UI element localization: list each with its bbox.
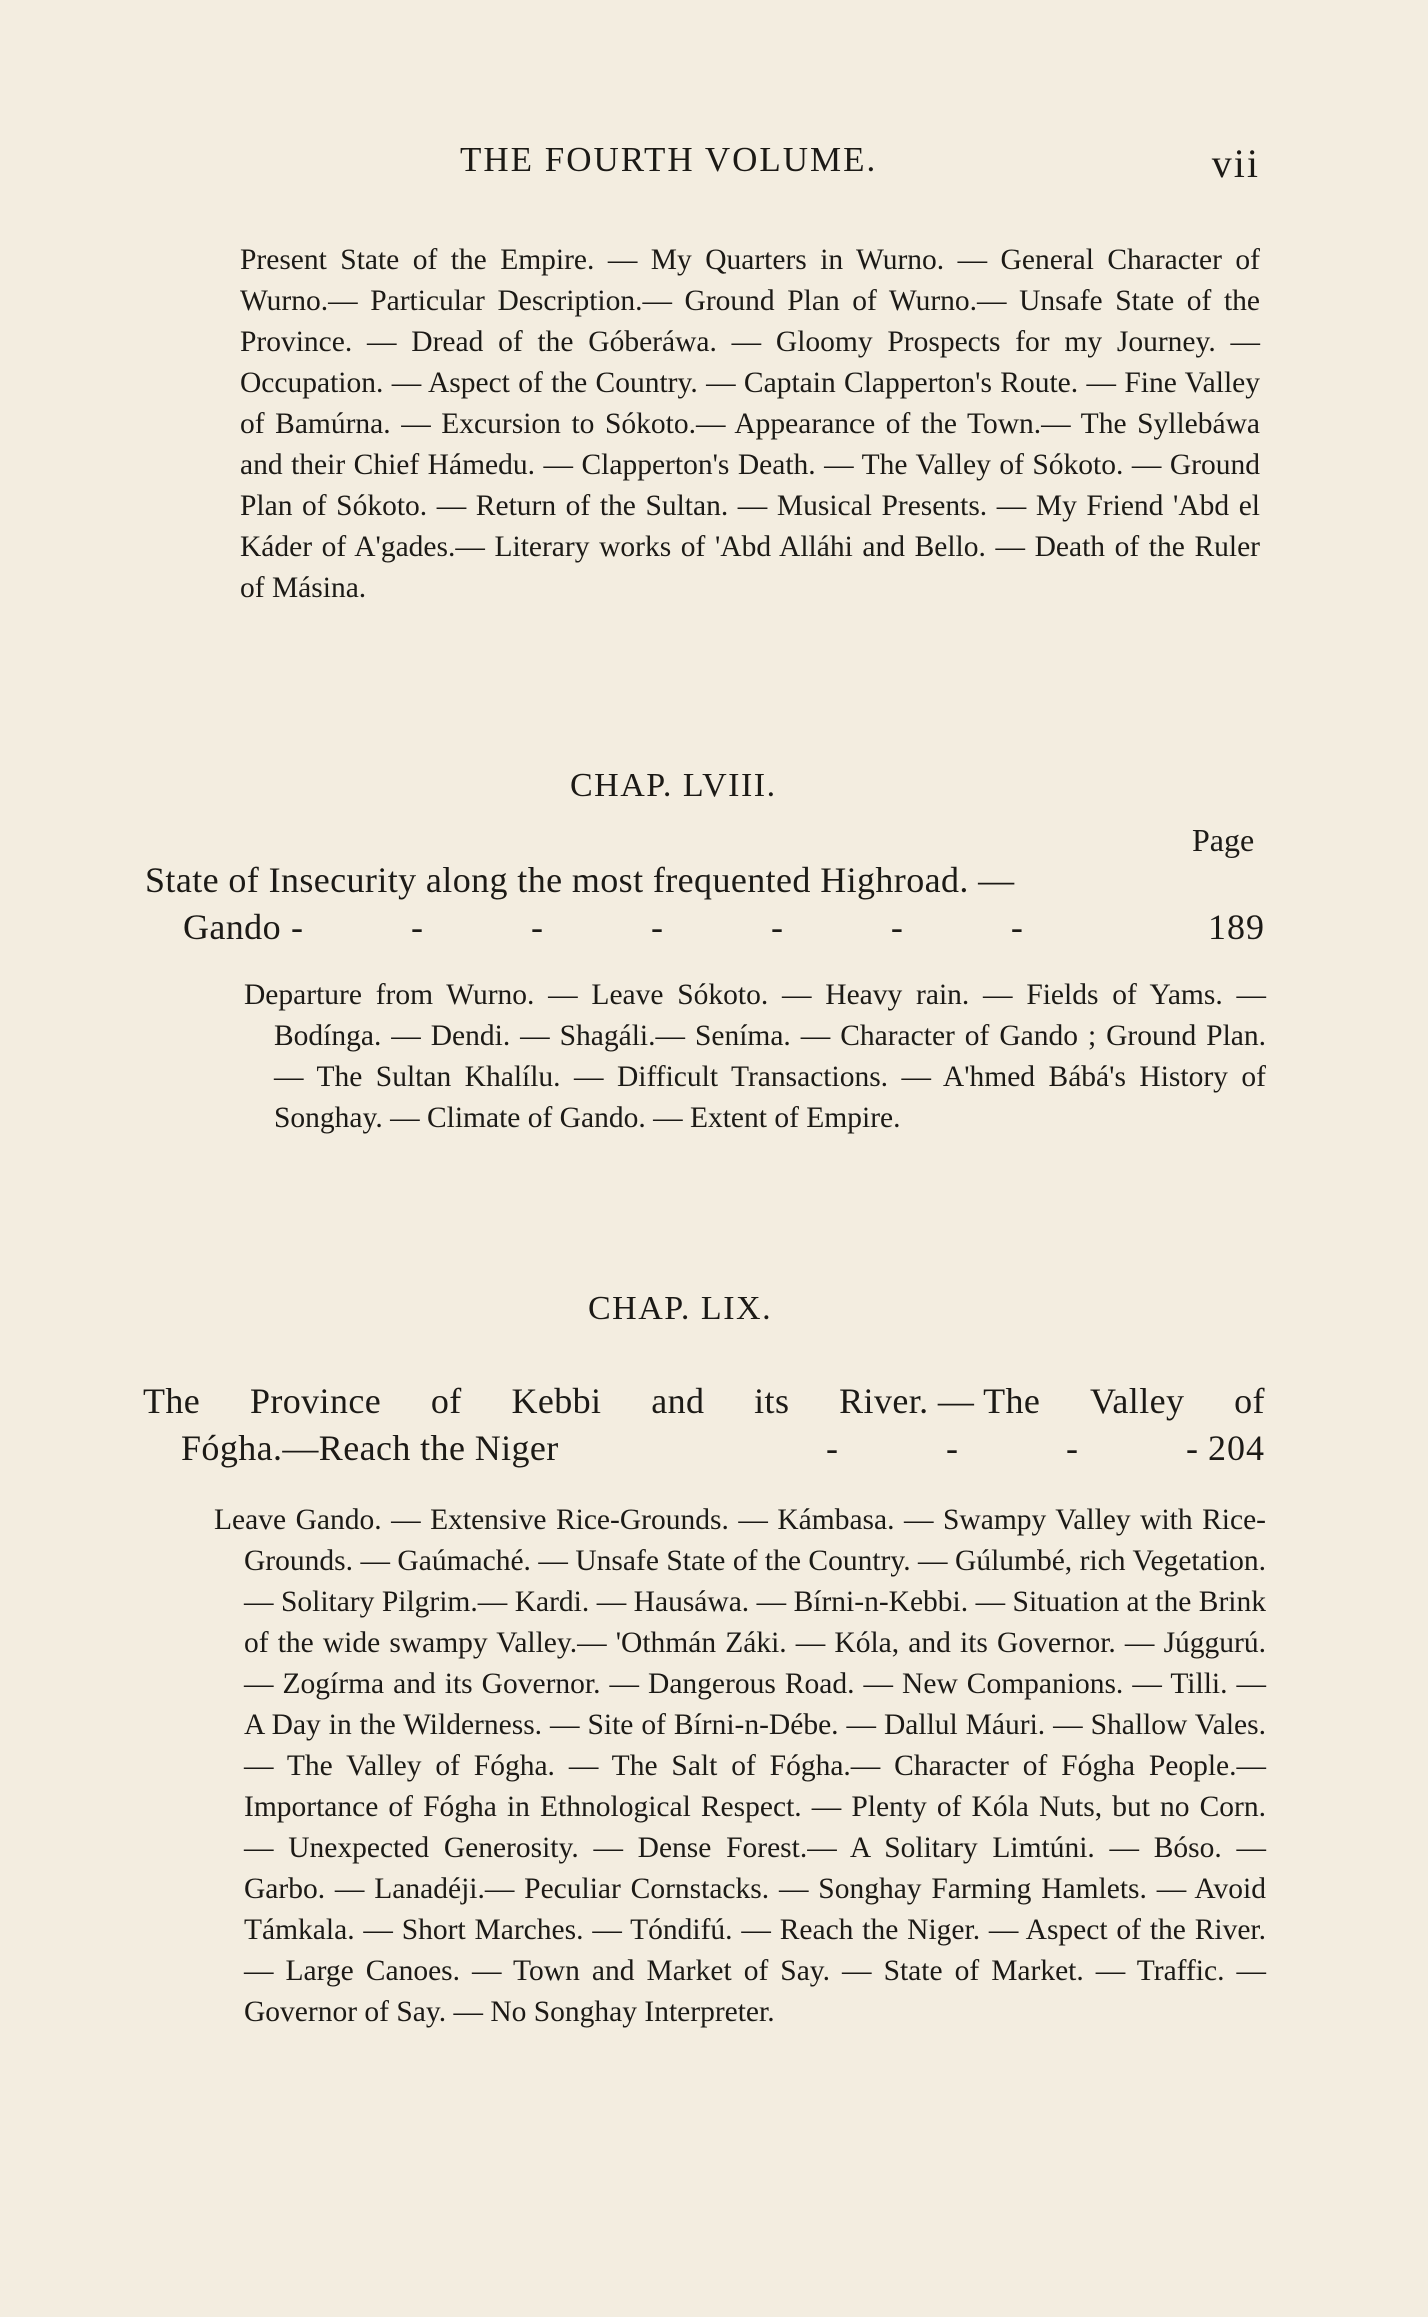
chapter-lix-title-end: Fógha.—Reach the Niger — [181, 1428, 559, 1468]
chapter-lix-heading: CHAP. LIX. — [588, 1290, 773, 1327]
title-word: The — [143, 1381, 201, 1421]
chapter-lix-summary: Leave Gando. — Extensive Rice-Grounds. — Kámbasa. — Swampy Valley with Rice-Grounds. — Gaúmaché. — Unsafe State of the Country. — Gúlumbé, rich Vegetation. — Solitary Pilgrim.— Kardi. — Hausáwa. — Bírni-n-Kebbi. — Situation at the Brink of the wide swampy Valley.— 'Othmán Záki. — Kóla, and its Governor. — Júggurú. — Zogírma and its Governor. — Dangerous Road. — New Companions. — Tilli. — A Day in the Wilderness. — Site of Bírni-n-Débe. — Dallul Máuri. — Shallow Vales. — The Valley of Fógha. — The Salt of Fógha.— Character of Fógha People.— Importance of Fógha in Ethnological Respect. — Plenty of Kóla Nuts, but no Corn. — Unexpected Generosity. — Dense Forest.— A Solitary Limtúni. — Bóso. — Garbo. — Lanadéji.— Peculiar Cornstacks. — Songhay Farming Hamlets. — Avoid Támkala. — Short Marches. — Tóndifú. — Reach the Niger. — Aspect of the River. — Large Canoes. — Town and Market of Say. — State of Market. — Traffic. — Governor of Say. — No Songhay Interpreter. — [214, 1504, 1266, 2028]
title-word: River. — The — [839, 1381, 1041, 1421]
chapter-lix-title — [143, 1378, 1265, 1472]
chapter-lix-title-line2 — [143, 1425, 1265, 1472]
chapter-lviii-title-end: Gando — [183, 907, 281, 947]
running-header — [240, 140, 1260, 200]
chapter-lvii-summary: Present State of the Empire. — My Quarters in Wurno. — General Character of Wurno.— Particular Description.— Ground Plan of Wurno.— Unsafe State of the Province. — Dread of the Góberáwa. — Gloomy Prospects for my Journey. — Occupation. — Aspect of the Country. — Captain Clapperton's Route. — Fine Valley of Bamúrna. — Excursion to Sókoto.— Appearance of the Town.— The Syllebáwa and their Chief Hámedu. — Clapperton's Death. — The Valley of Sókoto. — Ground Plan of Sókoto. — Return of the Sultan. — Musical Presents. — My Friend 'Abd el Káder of A'gades.— Literary works of 'Abd Alláhi and Bello. — Death of the Ruler of Másina. — [240, 244, 1260, 604]
chapter-lviii-title-line2 — [145, 904, 1265, 951]
chapter-lviii-page-number: 189 — [1208, 907, 1265, 947]
page-column-label: Page — [1192, 822, 1255, 858]
title-word: Kebbi — [511, 1381, 602, 1421]
title-word: of — [430, 1381, 462, 1421]
chapter-lviii-heading: CHAP. LVIII. — [570, 767, 777, 804]
chapter-lviii-summary: Departure from Wurno. — Leave Sókoto. — Heavy rain. — Fields of Yams. — Bodínga. — Dendi. — Shagáli.— Seníma. — Character of Gando ; Ground Plan. — The Sultan Khalílu. — Difficult Transactions. — A'hmed Bábá's History of Songhay. — Climate of Gando. — Extent of Empire. — [244, 979, 1266, 1134]
page-number: vii — [1211, 141, 1260, 186]
running-title: THE FOURTH VOLUME. — [460, 140, 878, 179]
dot-leader: - - - - - - - — [290, 907, 1023, 947]
title-word: Valley — [1090, 1381, 1185, 1421]
title-word: Province — [249, 1381, 382, 1421]
chapter-lix-page-number: 204 — [1208, 1428, 1265, 1468]
dot-leader: - - - - — [826, 1428, 1198, 1468]
title-word: its — [754, 1381, 790, 1421]
title-word: of — [1234, 1381, 1265, 1421]
chapter-lix-title-line1 — [143, 1378, 1265, 1425]
chapter-lviii-title-line1: State of Insecurity along the most frequented Highroad. — — [145, 860, 1015, 900]
chapter-lviii-title — [145, 857, 1265, 951]
title-word: and — [651, 1381, 705, 1421]
